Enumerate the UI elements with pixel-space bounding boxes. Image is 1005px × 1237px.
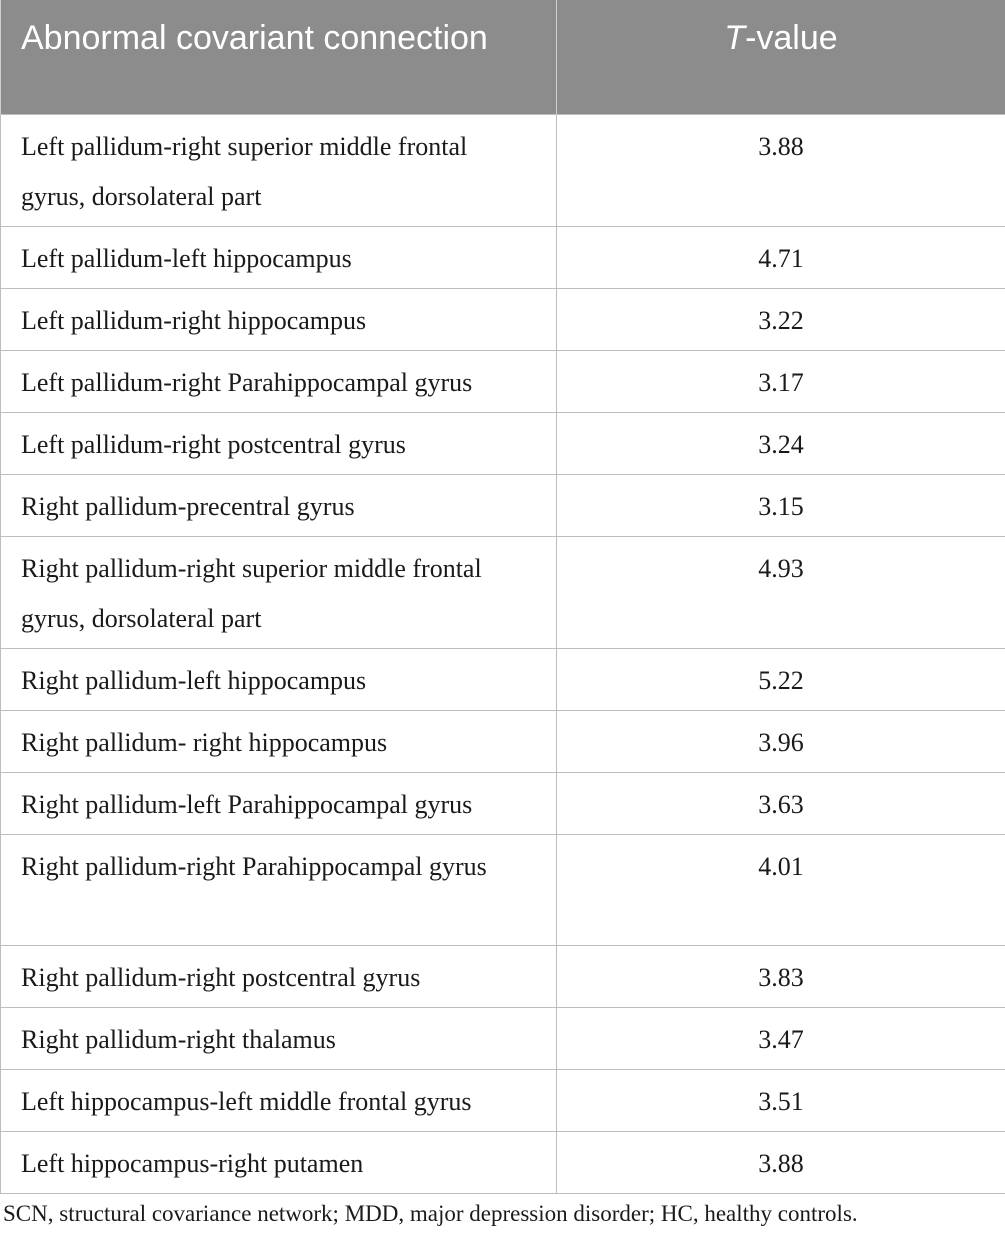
t-value-cell: 5.22 (557, 648, 1005, 710)
table-row (1, 412, 1005, 474)
t-value-cell: 3.88 (557, 1131, 1005, 1193)
t-value-cell: 3.15 (557, 474, 1005, 536)
t-value-cell: 3.88 (557, 114, 1005, 226)
t-value-cell: 4.93 (557, 536, 1005, 648)
connection-cell: Right pallidum-precentral gyrus (1, 474, 557, 536)
t-value-cell: 3.96 (557, 710, 1005, 772)
table-row (1, 350, 1005, 412)
t-value-cell: 3.22 (557, 288, 1005, 350)
connection-cell: Left pallidum-right postcentral gyrus (1, 412, 557, 474)
table-row (1, 710, 1005, 772)
table-row (1, 536, 1005, 648)
connection-cell: Right pallidum- right hippocampus (1, 710, 557, 772)
table-header (1, 0, 1005, 114)
t-value-cell: 3.24 (557, 412, 1005, 474)
table-footnote: SCN, structural covariance network; MDD, major depression disorder; HC, healthy controls. (3, 1201, 858, 1226)
t-value-cell: 3.51 (557, 1069, 1005, 1131)
table-row (1, 1069, 1005, 1131)
t-italic-label: T (724, 19, 746, 57)
t-value-cell: 3.83 (557, 945, 1005, 1007)
t-value-cell: 3.63 (557, 772, 1005, 834)
connection-cell: Right pallidum-right postcentral gyrus (1, 945, 557, 1007)
connection-cell: Left hippocampus-right putamen (1, 1131, 557, 1193)
table-row (1, 1007, 1005, 1069)
connection-cell: Right pallidum-left Parahippocampal gyrus (1, 772, 557, 834)
connection-cell: Left pallidum-left hippocampus (1, 226, 557, 288)
table-row (1, 648, 1005, 710)
table-row (1, 114, 1005, 226)
table-row (1, 945, 1005, 1007)
table-row (1, 288, 1005, 350)
table-row (1, 226, 1005, 288)
table-row (1, 772, 1005, 834)
t-value-cell: 4.01 (557, 834, 1005, 945)
connection-cell: Left hippocampus-left middle frontal gyrus (1, 1069, 557, 1131)
column-header-connection: Abnormal covariant connection (1, 0, 557, 114)
connection-cell: Right pallidum-left hippocampus (1, 648, 557, 710)
table-body (1, 114, 1005, 1193)
connection-cell: Left pallidum-right Parahippocampal gyrus (1, 350, 557, 412)
connection-cell: Left pallidum-right hippocampus (1, 288, 557, 350)
table-row (1, 834, 1005, 945)
t-value-cell: 3.47 (557, 1007, 1005, 1069)
t-value-suffix: -value (745, 19, 838, 57)
header-row (1, 0, 1005, 114)
connection-cell: Right pallidum-right Parahippocampal gyrus (1, 834, 557, 945)
column-header-t-value (557, 0, 1005, 114)
table-row (1, 1131, 1005, 1193)
connection-cell: Right pallidum-right superior middle frontal gyrus, dorsolateral part (1, 536, 557, 648)
t-value-cell: 3.17 (557, 350, 1005, 412)
t-value-cell: 4.71 (557, 226, 1005, 288)
connection-cell: Right pallidum-right thalamus (1, 1007, 557, 1069)
table-row (1, 474, 1005, 536)
connection-cell: Left pallidum-right superior middle frontal gyrus, dorsolateral part (1, 114, 557, 226)
